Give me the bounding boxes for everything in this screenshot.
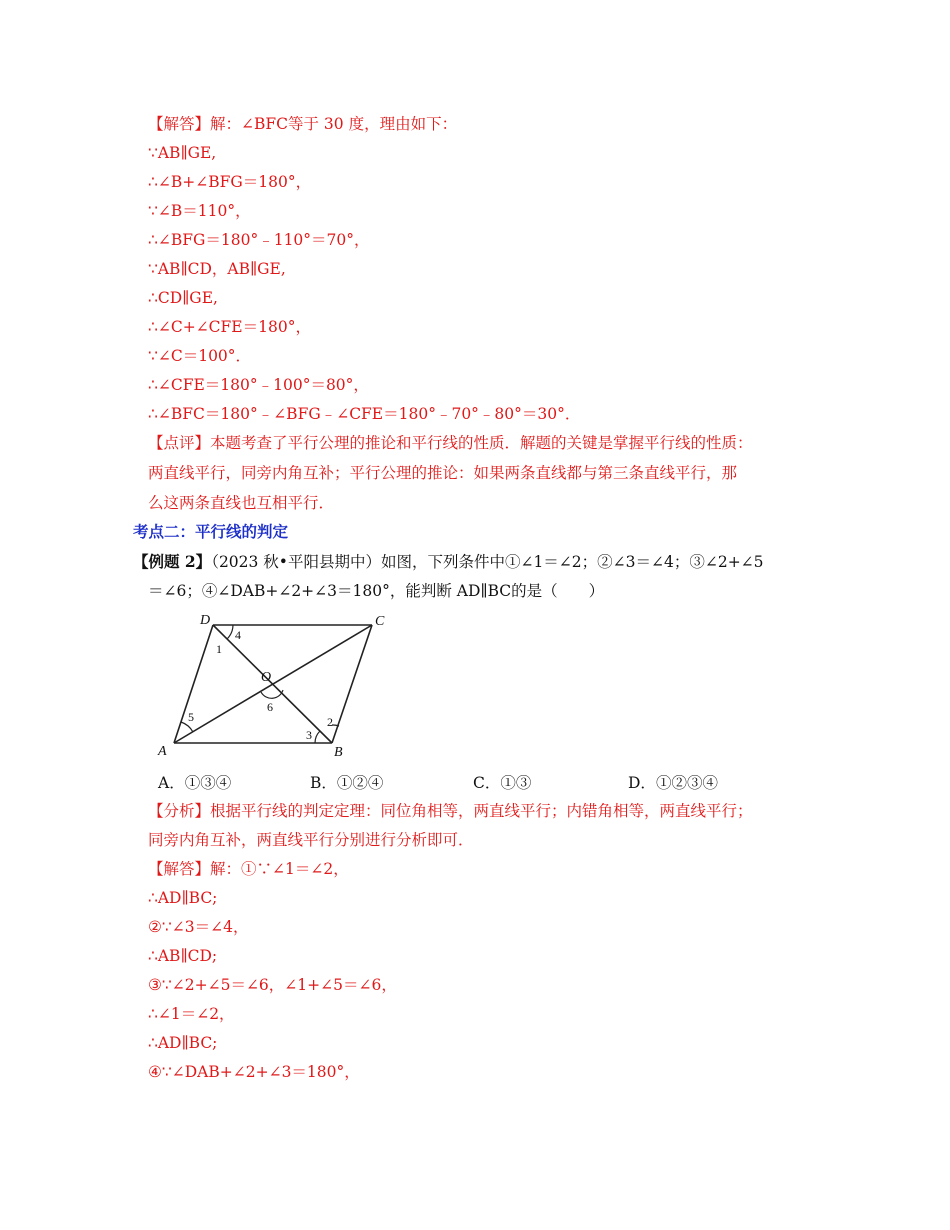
solution-line: 【解答】解：∠BFC等于 30 度，理由如下： [148, 115, 458, 133]
comment-line: 两直线平行，同旁内角互补；平行公理的推论：如果两条直线都与第三条直线平行，那 [148, 464, 738, 482]
solution-line: ∵AB∥CD，AB∥GE, [148, 260, 286, 278]
analysis-line: 【分析】根据平行线的判定定理：同位角相等，两直线平行；内错角相等，两直线平行； [148, 802, 753, 820]
solution-line: ∴∠1＝∠2， [148, 1005, 235, 1023]
option-letter: C． [473, 774, 501, 792]
option-letter: B． [310, 774, 337, 792]
angle-label-5: 5 [188, 710, 194, 724]
angle-label-4: 4 [235, 628, 241, 642]
angle-label-6: 6 [267, 700, 273, 714]
option-text: ①③ [500, 774, 532, 792]
point-label-O: O [261, 670, 272, 685]
angle-label-2: 2 [327, 715, 333, 729]
angle-arc-B2 [332, 725, 339, 726]
point-label-C: C [375, 614, 385, 629]
angle-arc-B [315, 731, 320, 743]
solution-line: ∴AD∥BC; [148, 1034, 218, 1052]
angle-label-3: 3 [306, 728, 312, 742]
point-label-D: D [200, 613, 211, 628]
angle-arc-D [227, 625, 233, 639]
question-text-line2: ＝∠6；④∠DAB+∠2+∠3＝180°，能判断 AD∥BC的是（ ） [148, 582, 605, 600]
parallelogram-figure [150, 608, 400, 763]
option-a[interactable] [158, 773, 231, 793]
point-label-B: B [334, 745, 343, 760]
solution-line: ∴∠C+∠CFE＝180°， [148, 318, 311, 336]
option-letter: D． [628, 774, 656, 792]
solution-line: ∴AD∥BC; [148, 889, 218, 907]
solution-line: ∴∠BFG＝180°﹣110°＝70°， [148, 231, 370, 249]
section-title: 考点二：平行线的判定 [133, 523, 289, 541]
angle-label-1: 1 [216, 642, 222, 656]
point-label-A: A [158, 744, 167, 759]
example-question [133, 552, 764, 572]
option-text: ①③④ [184, 774, 232, 792]
solution-line: ∴CD∥GE, [148, 289, 218, 307]
analysis-line: 同旁内角互补，两直线平行分别进行分析即可． [148, 831, 474, 849]
option-b[interactable] [310, 773, 383, 793]
side-AD [174, 625, 213, 743]
solution-line: ③∵∠2+∠5＝∠6，∠1+∠5＝∠6， [148, 976, 397, 994]
solution-line: ②∵∠3＝∠4， [148, 918, 249, 936]
diagonal-DB [213, 625, 332, 743]
option-letter: A． [158, 774, 185, 792]
solution-line: ∴∠BFC＝180°﹣∠BFG﹣∠CFE＝180°﹣70°﹣80°＝30°． [148, 405, 581, 423]
solution-line: ∴AB∥CD; [148, 947, 218, 965]
solution-line: ∵∠C＝100°． [148, 347, 252, 365]
example-label: 【例题 2】 [133, 552, 212, 571]
solution-line: 【解答】解：①∵∠1＝∠2， [148, 860, 349, 878]
option-text: ①②③④ [655, 774, 718, 792]
solution-line: ∴∠B+∠BFG＝180°， [148, 173, 312, 191]
comment-line: 【点评】本题考查了平行公理的推论和平行线的性质．解题的关键是掌握平行线的性质： [148, 434, 753, 452]
option-d[interactable] [628, 773, 718, 793]
solution-line: ∵AB∥GE, [148, 144, 217, 162]
question-text: （2023 秋•平阳县期中）如图，下列条件中①∠1＝∠2；②∠3＝∠4；③∠2+∠5 [211, 553, 764, 571]
solution-line: ④∵∠DAB+∠2+∠3＝180°， [148, 1063, 360, 1081]
solution-line: ∴∠CFE＝180°﹣100°＝80°， [148, 376, 369, 394]
comment-line: 么这两条直线也互相平行． [148, 494, 335, 512]
solution-line: ∵∠B＝110°， [148, 202, 251, 220]
option-c[interactable] [473, 773, 531, 793]
option-text: ①②④ [336, 774, 384, 792]
